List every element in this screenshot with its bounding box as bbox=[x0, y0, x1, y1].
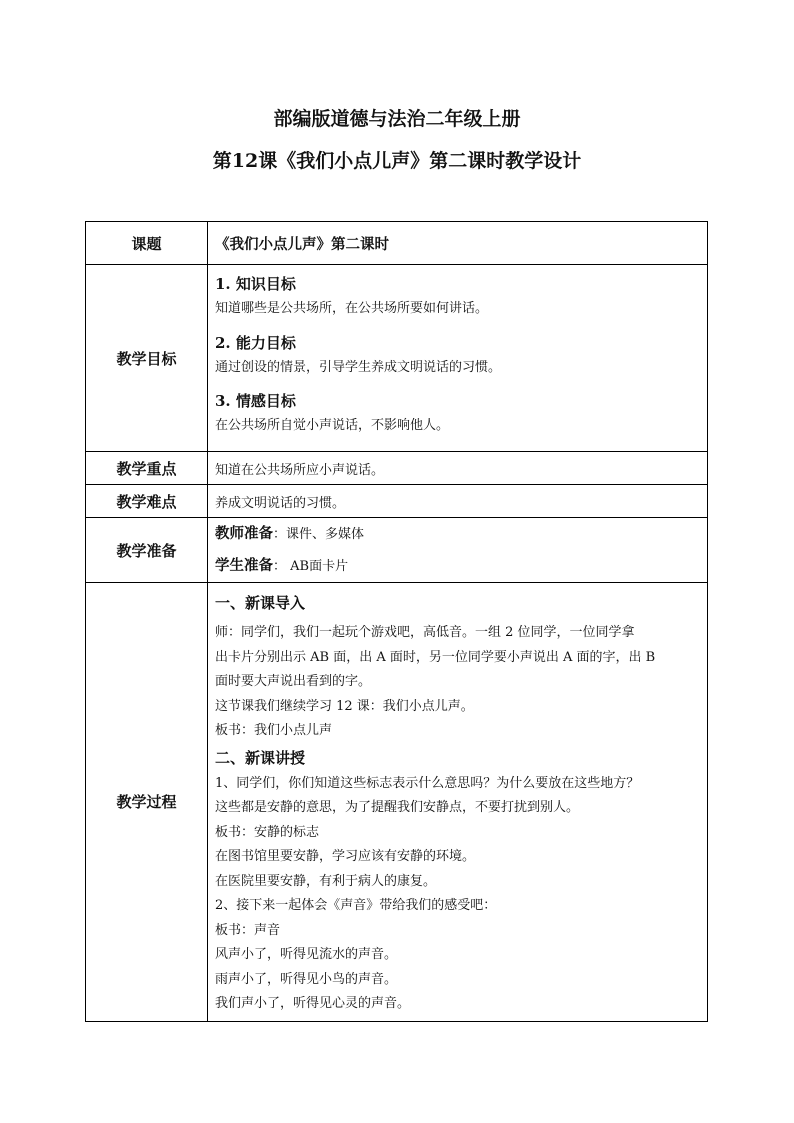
goal-heading-emotion: 3. 情感目标 bbox=[215, 392, 296, 410]
process-line: 板书：我们小点儿声 bbox=[215, 723, 333, 738]
teacher-preparation-label: 教师准备 bbox=[215, 525, 273, 542]
table-row-difficulty bbox=[86, 485, 708, 518]
document-subtitle: 第12课《我们小点儿声》第二课时教学设计 bbox=[212, 150, 582, 172]
student-preparation-label: 学生准备 bbox=[215, 557, 273, 574]
process-line: 在医院里要安静，有利于病人的康复。 bbox=[215, 873, 437, 889]
process-line: 师：同学们，我们一起玩个游戏吧，高低音。一组 2 位同学，一位同学拿 bbox=[215, 625, 635, 640]
process-line: 面时要大声说出看到的字。 bbox=[215, 674, 372, 689]
process-line: 我们声小了，听得见心灵的声音。 bbox=[215, 996, 411, 1011]
process-label: 教学过程 bbox=[86, 583, 208, 1022]
section-heading-intro: 一、新课导入 bbox=[215, 594, 306, 612]
preparation-label: 教学准备 bbox=[86, 518, 208, 583]
table-row-goals bbox=[86, 265, 708, 452]
intro-lines bbox=[215, 621, 703, 744]
process-line: 在图书馆里要安静，学习应该有安静的环境。 bbox=[215, 849, 476, 864]
process-line: 板书：安静的标志 bbox=[215, 824, 320, 840]
process-line: 这些都是安静的意思，为了提醒我们安静点，不要打扰到别人。 bbox=[215, 800, 580, 815]
teacher-preparation-value: ：课件、多媒体 bbox=[273, 527, 365, 542]
goals-label: 教学目标 bbox=[86, 265, 208, 452]
section-heading-teaching: 二、新课讲授 bbox=[215, 748, 306, 767]
process-line: 出卡片分别出示 AB 面，出 A 面时，另一位同学要小声说出 A 面的字，出 B bbox=[215, 649, 656, 665]
difficulty-value: 养成文明说话的习惯。 bbox=[208, 485, 708, 518]
process-line: 雨声小了，听得见小鸟的声音。 bbox=[215, 971, 398, 987]
difficulty-label: 教学难点 bbox=[86, 485, 208, 518]
process-line: 1、同学们，你们知道这些标志表示什么意思吗？为什么要放在这些地方？ bbox=[215, 775, 640, 791]
teaching-lines bbox=[215, 772, 703, 1017]
student-preparation bbox=[215, 550, 703, 582]
table-row-preparation bbox=[86, 518, 708, 583]
lesson-plan-table bbox=[85, 221, 708, 1022]
preparation-content bbox=[208, 518, 708, 583]
student-preparation-value: ： AB面卡片 bbox=[273, 559, 349, 574]
table-row-topic bbox=[86, 222, 708, 265]
topic-label: 课题 bbox=[86, 222, 208, 265]
table-row-key-point bbox=[86, 452, 708, 485]
document-title: 部编版道德与法治二年级上册 bbox=[273, 108, 521, 130]
goals-content bbox=[208, 265, 708, 452]
goal-text-ability: 通过创设的情景，引导学生养成文明说话的习惯。 bbox=[215, 359, 502, 375]
table-row-process bbox=[86, 583, 708, 1022]
process-line: 2、接下来一起体会《声音》带给我们的感受吧： bbox=[215, 898, 497, 913]
goal-text-knowledge: 知道哪些是公共场所，在公共场所要如何讲话。 bbox=[215, 301, 489, 316]
goal-heading-knowledge: 1. 知识目标 bbox=[215, 275, 296, 293]
process-line: 板书：声音 bbox=[215, 922, 281, 938]
teacher-preparation bbox=[215, 518, 703, 550]
process-content bbox=[208, 583, 708, 1022]
process-line: 这节课我们继续学习 12 课：我们小点儿声。 bbox=[215, 698, 474, 714]
goal-heading-ability: 2. 能力目标 bbox=[215, 333, 296, 352]
key-point-value: 知道在公共场所应小声说话。 bbox=[208, 452, 708, 485]
goal-text-emotion: 在公共场所自觉小声说话，不影响他人。 bbox=[215, 418, 450, 433]
process-line: 风声小了，听得见流水的声音。 bbox=[215, 947, 398, 962]
key-point-label: 教学重点 bbox=[86, 452, 208, 485]
topic-value: 《我们小点儿声》第二课时 bbox=[208, 222, 708, 265]
